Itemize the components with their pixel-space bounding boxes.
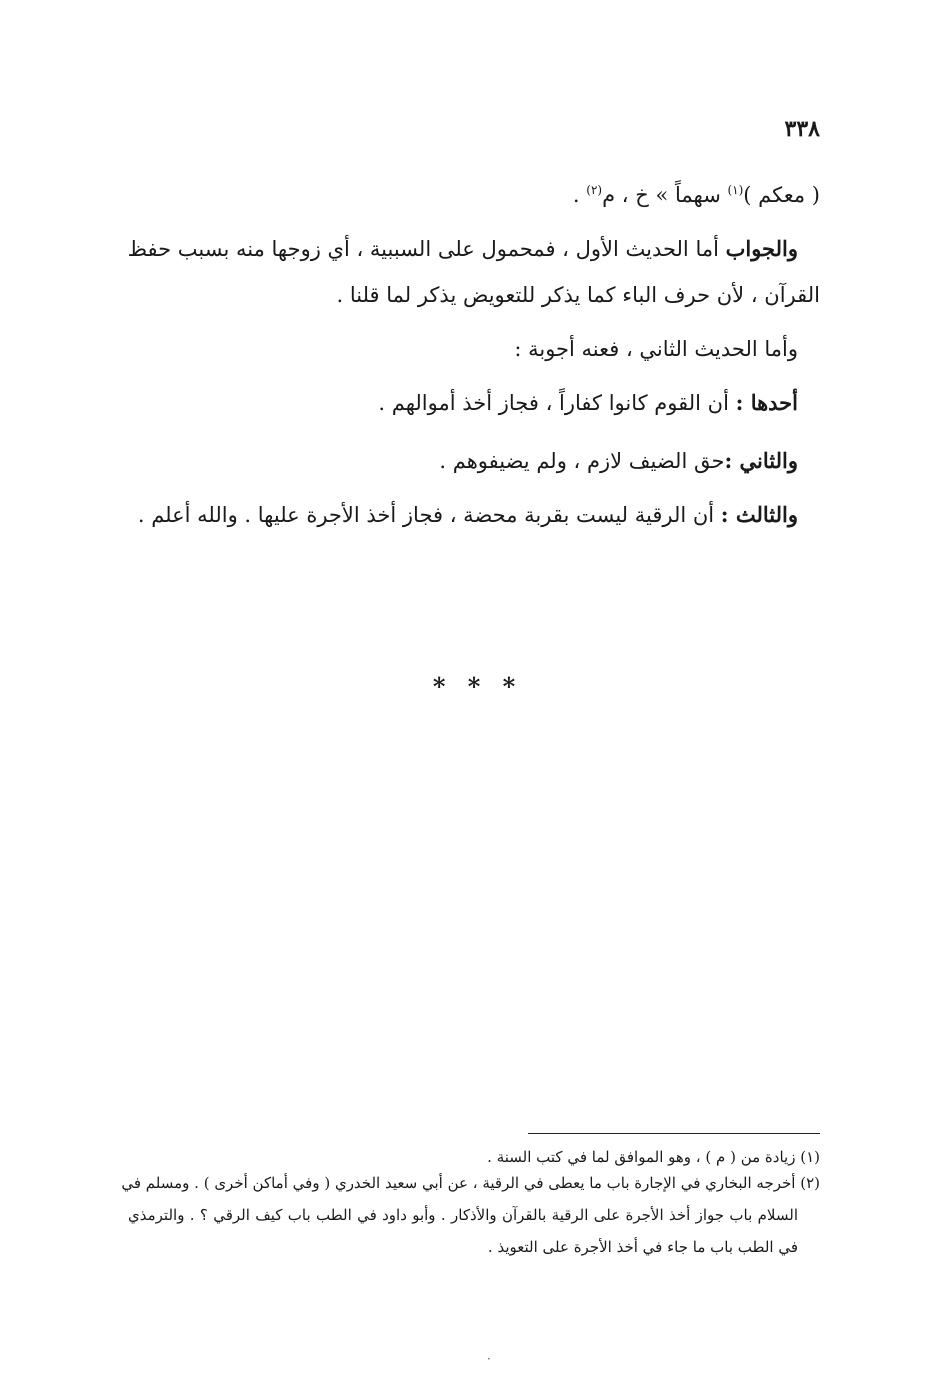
second-hadith-line	[128, 334, 798, 364]
footnote-ref-1: (١)	[727, 183, 744, 197]
footnote-2-line-2	[128, 1204, 798, 1226]
answer-two-text: حق الضيف لازم ، ولم يضيفوهم .	[439, 449, 725, 473]
footnote-ref-2: (٢)	[586, 183, 603, 197]
body-line-1-c: .	[572, 183, 587, 207]
answer-one-line	[128, 388, 798, 418]
answer-label: والجواب	[725, 236, 798, 261]
section-separator: * * *	[432, 672, 516, 701]
answer-one-text: أن القوم كانوا كفاراً ، فجاز أخذ أموالهم .	[378, 391, 736, 415]
answer-two-line	[128, 446, 798, 476]
answer-three-line	[128, 500, 798, 530]
body-line-1-a: ( معكم )	[743, 183, 820, 207]
footnote-rule	[528, 1133, 820, 1134]
answer-two-label: والثاني :	[724, 448, 798, 473]
footnote-1-text: (١) زيادة من ( م ) ، وهو الموافق لما في كتب السنة .	[487, 1148, 820, 1166]
answer-three-text: أن الرقية ليست بقربة محضة ، فجاز أخذ الأجرة عليها . والله أعلم .	[137, 503, 721, 527]
footnote-2-line-3	[128, 1236, 798, 1258]
scan-speck: ·	[487, 1352, 491, 1366]
answer-paragraph-line-2	[128, 280, 820, 310]
answer-one-label: أحدها :	[735, 390, 798, 415]
footnote-2-text-1: (٢) أخرجه البخاري في الإجارة باب ما يعطى في الرقية ، عن أبي سعيد الخدري ( وفي أماكن أخرى ) . ومسلم في	[121, 1174, 820, 1192]
footnote-2-text-2: السلام باب جواز أخذ الأجرة على الرقية بالقرآن والأذكار . وأبو داود في الطب باب كيف الرقي ؟ . والترمذي	[128, 1206, 798, 1224]
body-line-1-b: سهماً » خ ، م	[602, 183, 728, 207]
footnote-1	[128, 1146, 820, 1168]
answer-text-1: أما الحديث الأول ، فمحمول على السببية ، أي زوجها منه بسبب حفظ	[127, 237, 726, 261]
answer-paragraph-line-1	[128, 234, 798, 264]
page-number: ٣٣٨	[784, 116, 820, 142]
answer-three-label: والثالث :	[720, 502, 798, 527]
answer-text-2: القرآن ، لأن حرف الباء كما يذكر للتعويض يذكر لما قلنا .	[336, 283, 820, 307]
footnote-2-line-1	[121, 1172, 820, 1194]
footnote-2-text-3: في الطب باب ما جاء في أخذ الأجرة على التعويذ .	[487, 1238, 798, 1256]
second-hadith-text: وأما الحديث الثاني ، فعنه أجوبة :	[514, 337, 798, 361]
body-line-1	[128, 180, 820, 210]
